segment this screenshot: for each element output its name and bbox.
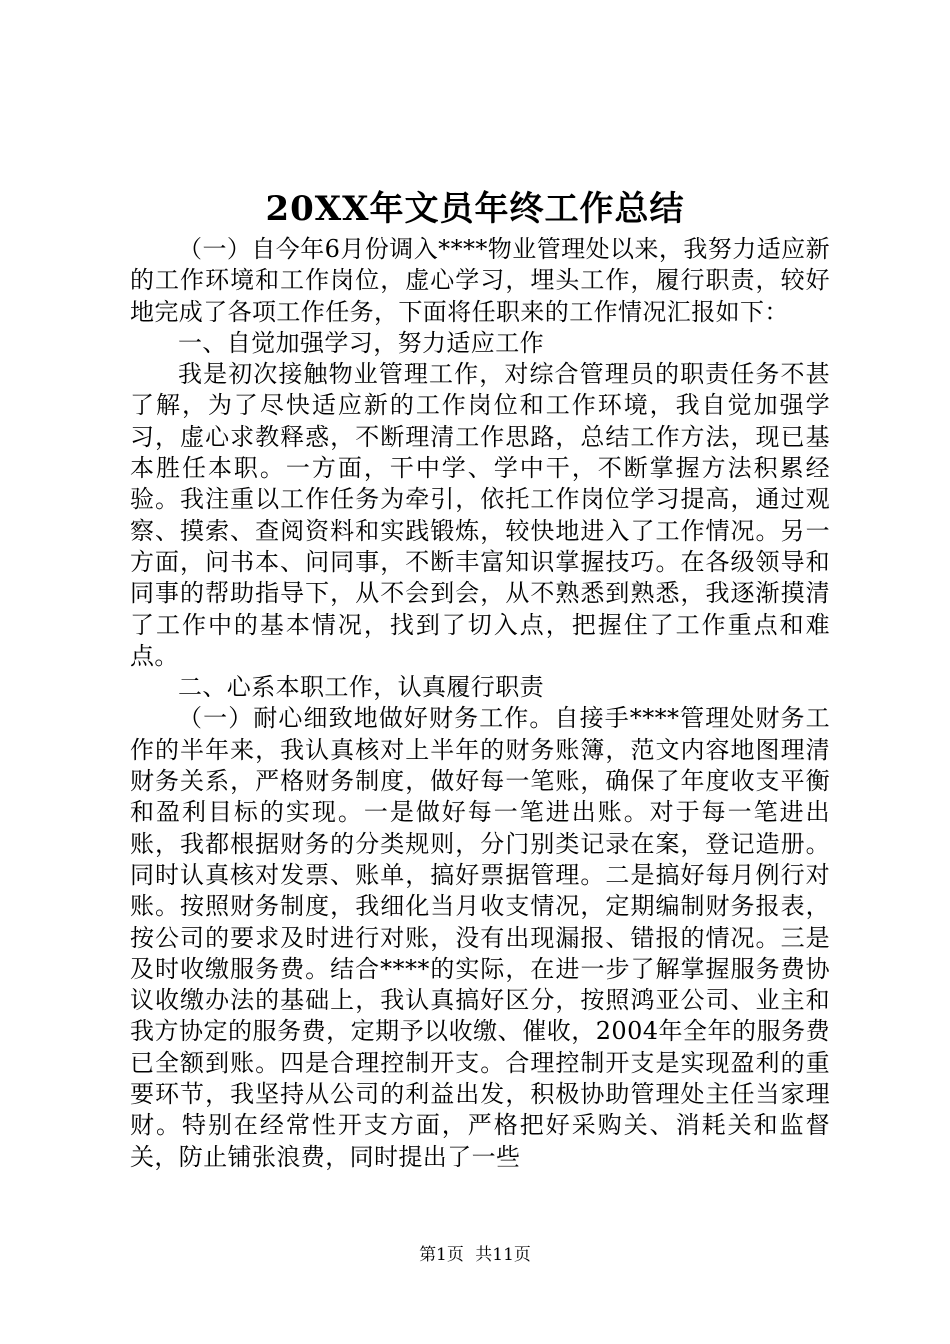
- section-heading-2: 二、心系本职工作，认真履行职责: [178, 673, 544, 702]
- section-2-paragraph: （一）耐心细致地做好财务工作。自接手****管理处财务工作的半年来，我认真核对上半年的财务账簿，范文内容地图理清财务关系，严格财务制度，做好每一笔账，确保了年度收支平衡和盈利目标的实现。一是做好每一笔进出账。对于每一笔进出账，我都根据财务的分类规则，分门别类记录在案，登记造册。同时认真核对发票、账单，搞好票据管理。二是搞好每月例行对账。按照财务制度，我细化当月收支情况，定期编制财务报表，按公司的要求及时进行对账，没有出现漏报、错报的情况。三是及时收缴服务费。结合****的实际，在进一步了解掌握服务费协议收缴办法的基础上，我认真搞好区分，按照鸿亚公司、业主和我方协定的服务费，定期予以收缴、催收，2004年全年的服务费已全额到账。四是合理控制开支。合理控制开支是实现盈利的重要环节，我坚持从公司的利益出发，积极协助管理处主任当家理财。特别在经常性开支方面，严格把好采购关、消耗关和监督关，防止铺张浪费，同时提出了一些: [130, 704, 830, 1171]
- document-body: [130, 234, 830, 1173]
- section-1-paragraph: 我是初次接触物业管理工作，对综合管理员的职责任务不甚了解，为了尽快适应新的工作岗位和工作环境，我自觉加强学习，虚心求教释惑，不断理清工作思路，总结工作方法，现已基本胜任本职。一方面，干中学、学中干，不断掌握方法积累经验。我注重以工作任务为牵引，依托工作岗位学习提高，通过观察、摸索、查阅资料和实践锻炼，较快地进入了工作情况。另一方面，问书本、问同事，不断丰富知识掌握技巧。在各级领导和同事的帮助指导下，从不会到会，从不熟悉到熟悉，我逐渐摸清了工作中的基本情况，找到了切入点，把握住了工作重点和难点。: [130, 360, 830, 670]
- page-footer: 第1页 共11页: [419, 1245, 531, 1265]
- intro-paragraph: （一）自今年6月份调入****物业管理处以来，我努力适应新的工作环境和工作岗位，虚心学习，埋头工作，履行职责，较好地完成了各项工作任务，下面将任职来的工作情况汇报如下：: [130, 235, 830, 326]
- section-heading-1: 一、自觉加强学习，努力适应工作: [178, 328, 544, 357]
- document-title: 20XX年文员年终工作总结: [265, 189, 685, 229]
